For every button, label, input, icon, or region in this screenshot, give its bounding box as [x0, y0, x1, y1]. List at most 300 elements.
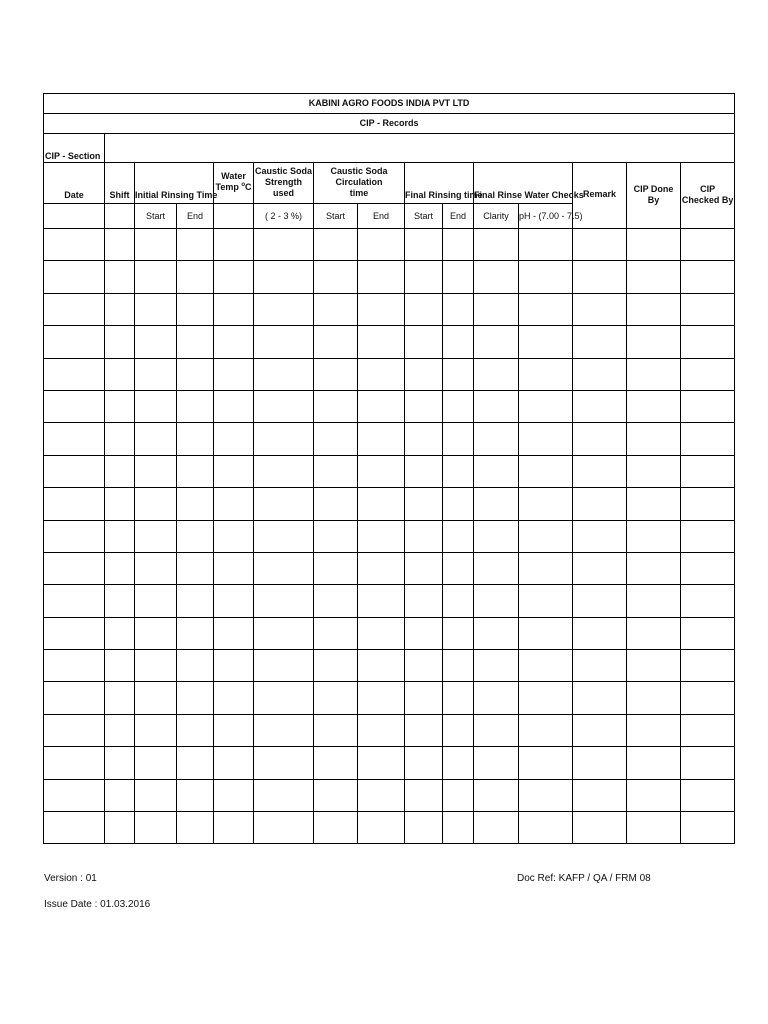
entry-cell[interactable]	[254, 552, 314, 584]
entry-cell[interactable]	[443, 650, 474, 682]
entry-cell[interactable]	[519, 520, 573, 552]
entry-cell[interactable]	[314, 229, 358, 261]
entry-cell[interactable]	[254, 682, 314, 714]
entry-cell[interactable]	[214, 390, 254, 422]
entry-cell[interactable]	[254, 747, 314, 779]
entry-cell[interactable]	[474, 617, 519, 649]
entry-cell[interactable]	[474, 358, 519, 390]
entry-cell[interactable]	[519, 261, 573, 293]
entry-cell[interactable]	[358, 520, 405, 552]
entry-cell[interactable]	[135, 779, 177, 811]
entry-cell[interactable]	[105, 747, 135, 779]
entry-cell[interactable]	[519, 552, 573, 584]
entry-cell[interactable]	[519, 390, 573, 422]
entry-cell[interactable]	[254, 261, 314, 293]
entry-cell[interactable]	[358, 747, 405, 779]
entry-cell[interactable]	[358, 390, 405, 422]
entry-cell[interactable]	[474, 293, 519, 325]
entry-cell[interactable]	[254, 650, 314, 682]
entry-cell[interactable]	[443, 229, 474, 261]
entry-cell[interactable]	[519, 423, 573, 455]
entry-cell[interactable]	[627, 455, 681, 487]
entry-cell[interactable]	[214, 585, 254, 617]
entry-cell[interactable]	[135, 390, 177, 422]
entry-cell[interactable]	[405, 617, 443, 649]
entry-cell[interactable]	[443, 747, 474, 779]
entry-cell[interactable]	[177, 714, 214, 746]
entry-cell[interactable]	[681, 261, 735, 293]
sub-caustic-strength-range: ( 2 - 3 %)	[254, 204, 314, 229]
entry-cell[interactable]	[105, 714, 135, 746]
entry-cell[interactable]	[254, 714, 314, 746]
entry-cell[interactable]	[681, 585, 735, 617]
entry-cell[interactable]	[105, 585, 135, 617]
entry-cell[interactable]	[358, 650, 405, 682]
col-final-rinsing-time: Final Rinsing time	[405, 163, 474, 204]
entry-cell[interactable]	[214, 326, 254, 358]
entry-cell[interactable]	[358, 455, 405, 487]
entry-cell[interactable]	[627, 682, 681, 714]
entry-cell[interactable]	[135, 714, 177, 746]
entry-cell[interactable]	[681, 617, 735, 649]
entry-cell[interactable]	[254, 229, 314, 261]
entry-cell[interactable]	[405, 552, 443, 584]
entry-cell[interactable]	[177, 520, 214, 552]
entry-cell[interactable]	[214, 423, 254, 455]
entry-cell[interactable]	[214, 617, 254, 649]
entry-cell[interactable]	[519, 682, 573, 714]
entry-cell[interactable]	[105, 617, 135, 649]
entry-cell[interactable]	[135, 585, 177, 617]
entry-cell[interactable]	[519, 650, 573, 682]
entry-cell[interactable]	[443, 358, 474, 390]
entry-cell[interactable]	[681, 747, 735, 779]
table-row	[44, 261, 735, 293]
entry-cell[interactable]	[405, 261, 443, 293]
entry-cell[interactable]	[519, 326, 573, 358]
entry-cell[interactable]	[627, 585, 681, 617]
entry-cell[interactable]	[627, 390, 681, 422]
entry-cell[interactable]	[135, 293, 177, 325]
entry-cell[interactable]	[405, 585, 443, 617]
entry-cell[interactable]	[44, 650, 105, 682]
entry-cell[interactable]	[519, 293, 573, 325]
entry-cell[interactable]	[214, 682, 254, 714]
entry-cell[interactable]	[177, 617, 214, 649]
entry-cell[interactable]	[135, 552, 177, 584]
entry-cell[interactable]	[314, 455, 358, 487]
entry-cell[interactable]	[254, 326, 314, 358]
entry-cell[interactable]	[474, 585, 519, 617]
entry-cell[interactable]	[627, 293, 681, 325]
entry-cell[interactable]	[254, 585, 314, 617]
section-value-cell[interactable]	[105, 134, 735, 163]
entry-cell[interactable]	[254, 455, 314, 487]
entry-cell[interactable]	[573, 326, 627, 358]
entry-cell[interactable]	[443, 326, 474, 358]
entry-cell[interactable]	[44, 714, 105, 746]
entry-cell[interactable]	[314, 423, 358, 455]
entry-cell[interactable]	[214, 358, 254, 390]
entry-cell[interactable]	[177, 682, 214, 714]
entry-cell[interactable]	[443, 488, 474, 520]
entry-cell[interactable]	[254, 293, 314, 325]
entry-cell[interactable]	[405, 779, 443, 811]
entry-cell[interactable]	[254, 423, 314, 455]
entry-cell[interactable]	[443, 617, 474, 649]
entry-cell[interactable]	[254, 358, 314, 390]
entry-cell[interactable]	[44, 747, 105, 779]
entry-cell[interactable]	[314, 714, 358, 746]
entry-cell[interactable]	[681, 423, 735, 455]
entry-cell[interactable]	[105, 520, 135, 552]
entry-cell[interactable]	[177, 650, 214, 682]
entry-cell[interactable]	[443, 812, 474, 844]
entry-cell[interactable]	[681, 358, 735, 390]
entry-cell[interactable]	[105, 488, 135, 520]
entry-cell[interactable]	[214, 261, 254, 293]
entry-cell[interactable]	[405, 358, 443, 390]
entry-cell[interactable]	[519, 812, 573, 844]
entry-cell[interactable]	[474, 520, 519, 552]
entry-cell[interactable]	[44, 229, 105, 261]
entry-cell[interactable]	[135, 617, 177, 649]
entry-cell[interactable]	[44, 455, 105, 487]
entry-cell[interactable]	[681, 552, 735, 584]
entry-cell[interactable]	[135, 747, 177, 779]
entry-cell[interactable]	[627, 812, 681, 844]
table-row	[44, 358, 735, 390]
table-row	[44, 229, 735, 261]
entry-cell[interactable]	[681, 326, 735, 358]
entry-cell[interactable]	[519, 714, 573, 746]
entry-cell[interactable]	[105, 358, 135, 390]
entry-cell[interactable]	[405, 293, 443, 325]
entry-cell[interactable]	[573, 293, 627, 325]
entry-cell[interactable]	[254, 779, 314, 811]
entry-cell[interactable]	[405, 812, 443, 844]
entry-cell[interactable]	[135, 326, 177, 358]
entry-cell[interactable]	[573, 229, 627, 261]
entry-cell[interactable]	[573, 455, 627, 487]
entry-cell[interactable]	[519, 358, 573, 390]
entry-cell[interactable]	[627, 423, 681, 455]
entry-cell[interactable]	[573, 552, 627, 584]
entry-cell[interactable]	[474, 326, 519, 358]
entry-cell[interactable]	[214, 779, 254, 811]
entry-cell[interactable]	[681, 293, 735, 325]
entry-cell[interactable]	[135, 261, 177, 293]
entry-cell[interactable]	[627, 488, 681, 520]
entry-cell[interactable]	[105, 650, 135, 682]
entry-cell[interactable]	[573, 617, 627, 649]
entry-cell[interactable]	[314, 358, 358, 390]
entry-cell[interactable]	[573, 261, 627, 293]
entry-cell[interactable]	[44, 261, 105, 293]
entry-cell[interactable]	[314, 520, 358, 552]
entry-cell[interactable]	[177, 779, 214, 811]
entry-cell[interactable]	[105, 326, 135, 358]
entry-cell[interactable]	[519, 455, 573, 487]
entry-cell[interactable]	[44, 682, 105, 714]
entry-cell[interactable]	[44, 390, 105, 422]
entry-cell[interactable]	[573, 390, 627, 422]
entry-cell[interactable]	[44, 552, 105, 584]
entry-cell[interactable]	[474, 812, 519, 844]
entry-cell[interactable]	[314, 261, 358, 293]
entry-cell[interactable]	[44, 779, 105, 811]
entry-cell[interactable]	[627, 261, 681, 293]
entry-cell[interactable]	[681, 682, 735, 714]
entry-cell[interactable]	[44, 358, 105, 390]
entry-cell[interactable]	[573, 812, 627, 844]
entry-cell[interactable]	[627, 229, 681, 261]
issue-date-label: Issue Date : 01.03.2016	[44, 899, 151, 910]
entry-cell[interactable]	[681, 455, 735, 487]
entry-cell[interactable]	[44, 617, 105, 649]
entry-cell[interactable]	[314, 585, 358, 617]
entry-cell[interactable]	[214, 812, 254, 844]
entry-cell[interactable]	[358, 779, 405, 811]
entry-cell[interactable]	[214, 650, 254, 682]
entry-cell[interactable]	[314, 812, 358, 844]
entry-cell[interactable]	[254, 390, 314, 422]
entry-cell[interactable]	[474, 747, 519, 779]
entry-cell[interactable]	[314, 552, 358, 584]
entry-cell[interactable]	[358, 585, 405, 617]
entry-cell[interactable]	[214, 747, 254, 779]
entry-cell[interactable]	[105, 812, 135, 844]
entry-cell[interactable]	[177, 488, 214, 520]
entry-cell[interactable]	[214, 488, 254, 520]
entry-cell[interactable]	[443, 552, 474, 584]
entry-cell[interactable]	[135, 423, 177, 455]
entry-cell[interactable]	[627, 747, 681, 779]
entry-cell[interactable]	[214, 520, 254, 552]
entry-cell[interactable]	[443, 423, 474, 455]
entry-cell[interactable]	[474, 714, 519, 746]
entry-cell[interactable]	[105, 390, 135, 422]
entry-cell[interactable]	[177, 812, 214, 844]
sub-shift-blank	[105, 204, 135, 229]
entry-cell[interactable]	[573, 650, 627, 682]
entry-cell[interactable]	[358, 261, 405, 293]
entry-cell[interactable]	[519, 779, 573, 811]
entry-cell[interactable]	[358, 423, 405, 455]
entry-cell[interactable]	[314, 682, 358, 714]
entry-cell[interactable]	[214, 455, 254, 487]
entry-cell[interactable]	[519, 229, 573, 261]
entry-cell[interactable]	[314, 650, 358, 682]
entry-cell[interactable]	[214, 293, 254, 325]
entry-cell[interactable]	[443, 293, 474, 325]
entry-cell[interactable]	[474, 779, 519, 811]
entry-cell[interactable]	[358, 682, 405, 714]
entry-cell[interactable]	[405, 682, 443, 714]
entry-cell[interactable]	[627, 650, 681, 682]
entry-cell[interactable]	[44, 812, 105, 844]
entry-cell[interactable]	[105, 261, 135, 293]
entry-cell[interactable]	[254, 617, 314, 649]
entry-cell[interactable]	[443, 261, 474, 293]
entry-cell[interactable]	[573, 520, 627, 552]
table-row	[44, 779, 735, 811]
entry-cell[interactable]	[443, 585, 474, 617]
entry-cell[interactable]	[474, 229, 519, 261]
entry-cell[interactable]	[474, 682, 519, 714]
entry-cell[interactable]	[177, 552, 214, 584]
entry-cell[interactable]	[358, 714, 405, 746]
entry-cell[interactable]	[358, 229, 405, 261]
entry-cell[interactable]	[681, 520, 735, 552]
entry-cell[interactable]	[405, 423, 443, 455]
entry-cell[interactable]	[44, 423, 105, 455]
entry-cell[interactable]	[627, 520, 681, 552]
entry-cell[interactable]	[135, 455, 177, 487]
entry-cell[interactable]	[177, 293, 214, 325]
entry-cell[interactable]	[44, 520, 105, 552]
entry-cell[interactable]	[627, 617, 681, 649]
entry-cell[interactable]	[405, 326, 443, 358]
entry-cell[interactable]	[314, 747, 358, 779]
entry-cell[interactable]	[627, 552, 681, 584]
entry-cell[interactable]	[177, 747, 214, 779]
entry-cell[interactable]	[177, 390, 214, 422]
entry-cell[interactable]	[254, 488, 314, 520]
entry-cell[interactable]	[314, 390, 358, 422]
entry-cell[interactable]	[314, 326, 358, 358]
entry-cell[interactable]	[177, 326, 214, 358]
entry-cell[interactable]	[214, 229, 254, 261]
entry-cell[interactable]	[681, 812, 735, 844]
entry-cell[interactable]	[681, 488, 735, 520]
entry-cell[interactable]	[573, 779, 627, 811]
entry-cell[interactable]	[135, 682, 177, 714]
sub-circ-start: Start	[314, 204, 358, 229]
entry-cell[interactable]	[135, 229, 177, 261]
col-caustic-strength	[254, 163, 314, 204]
entry-cell[interactable]	[358, 488, 405, 520]
entry-cell[interactable]	[105, 455, 135, 487]
entry-cell[interactable]	[214, 714, 254, 746]
entry-cell[interactable]	[405, 229, 443, 261]
entry-cell[interactable]	[519, 488, 573, 520]
entry-cell[interactable]	[405, 455, 443, 487]
entry-cell[interactable]	[177, 229, 214, 261]
entry-cell[interactable]	[443, 682, 474, 714]
entry-cell[interactable]	[405, 488, 443, 520]
entry-cell[interactable]	[358, 812, 405, 844]
entry-cell[interactable]	[44, 488, 105, 520]
entry-cell[interactable]	[627, 779, 681, 811]
entry-cell[interactable]	[314, 617, 358, 649]
entry-cell[interactable]	[177, 423, 214, 455]
entry-cell[interactable]	[681, 714, 735, 746]
entry-cell[interactable]	[254, 812, 314, 844]
entry-cell[interactable]	[627, 714, 681, 746]
entry-cell[interactable]	[474, 488, 519, 520]
entry-cell[interactable]	[358, 293, 405, 325]
entry-cell[interactable]	[519, 585, 573, 617]
entry-cell[interactable]	[105, 229, 135, 261]
entry-cell[interactable]	[314, 779, 358, 811]
entry-cell[interactable]	[105, 779, 135, 811]
entry-cell[interactable]	[405, 520, 443, 552]
entry-cell[interactable]	[105, 423, 135, 455]
col-cip-checked-by: CIP Checked By	[681, 163, 735, 229]
company-name: KABINI AGRO FOODS INDIA PVT LTD	[44, 94, 735, 114]
entry-cell[interactable]	[314, 488, 358, 520]
entry-cell[interactable]	[44, 326, 105, 358]
entry-cell[interactable]	[573, 488, 627, 520]
entry-cell[interactable]	[627, 326, 681, 358]
entry-cell[interactable]	[681, 390, 735, 422]
entry-cell[interactable]	[443, 455, 474, 487]
entry-cell[interactable]	[254, 520, 314, 552]
entry-cell[interactable]	[105, 682, 135, 714]
entry-cell[interactable]	[474, 390, 519, 422]
entry-cell[interactable]	[405, 650, 443, 682]
entry-cell[interactable]	[177, 358, 214, 390]
entry-cell[interactable]	[105, 293, 135, 325]
entry-cell[interactable]	[177, 585, 214, 617]
entry-cell[interactable]	[358, 552, 405, 584]
entry-cell[interactable]	[573, 423, 627, 455]
entry-cell[interactable]	[358, 326, 405, 358]
entry-cell[interactable]	[135, 812, 177, 844]
entry-cell[interactable]	[681, 650, 735, 682]
entry-cell[interactable]	[573, 747, 627, 779]
entry-cell[interactable]	[358, 617, 405, 649]
sub-initial-end: End	[177, 204, 214, 229]
entry-cell[interactable]	[474, 455, 519, 487]
entry-cell[interactable]	[405, 747, 443, 779]
entry-cell[interactable]	[44, 293, 105, 325]
entry-cell[interactable]	[573, 682, 627, 714]
entry-cell[interactable]	[627, 358, 681, 390]
entry-cell[interactable]	[443, 390, 474, 422]
entry-cell[interactable]	[214, 552, 254, 584]
entry-cell[interactable]	[105, 552, 135, 584]
entry-cell[interactable]	[681, 779, 735, 811]
section-label: CIP - Section	[44, 134, 105, 163]
entry-cell[interactable]	[405, 714, 443, 746]
entry-cell[interactable]	[443, 714, 474, 746]
entry-cell[interactable]	[474, 423, 519, 455]
entry-cell[interactable]	[443, 520, 474, 552]
entry-cell[interactable]	[177, 261, 214, 293]
entry-cell[interactable]	[519, 747, 573, 779]
entry-cell[interactable]	[135, 488, 177, 520]
entry-cell[interactable]	[681, 229, 735, 261]
entry-cell[interactable]	[135, 650, 177, 682]
entry-cell[interactable]	[443, 779, 474, 811]
entry-cell[interactable]	[573, 714, 627, 746]
entry-cell[interactable]	[358, 358, 405, 390]
entry-cell[interactable]	[177, 455, 214, 487]
entry-cell[interactable]	[573, 358, 627, 390]
entry-cell[interactable]	[44, 585, 105, 617]
entry-cell[interactable]	[314, 293, 358, 325]
entry-cell[interactable]	[519, 617, 573, 649]
entry-cell[interactable]	[135, 358, 177, 390]
entry-cell[interactable]	[405, 390, 443, 422]
entry-cell[interactable]	[135, 520, 177, 552]
entry-cell[interactable]	[474, 552, 519, 584]
entry-cell[interactable]	[474, 261, 519, 293]
entry-cell[interactable]	[573, 585, 627, 617]
entry-cell[interactable]	[474, 650, 519, 682]
